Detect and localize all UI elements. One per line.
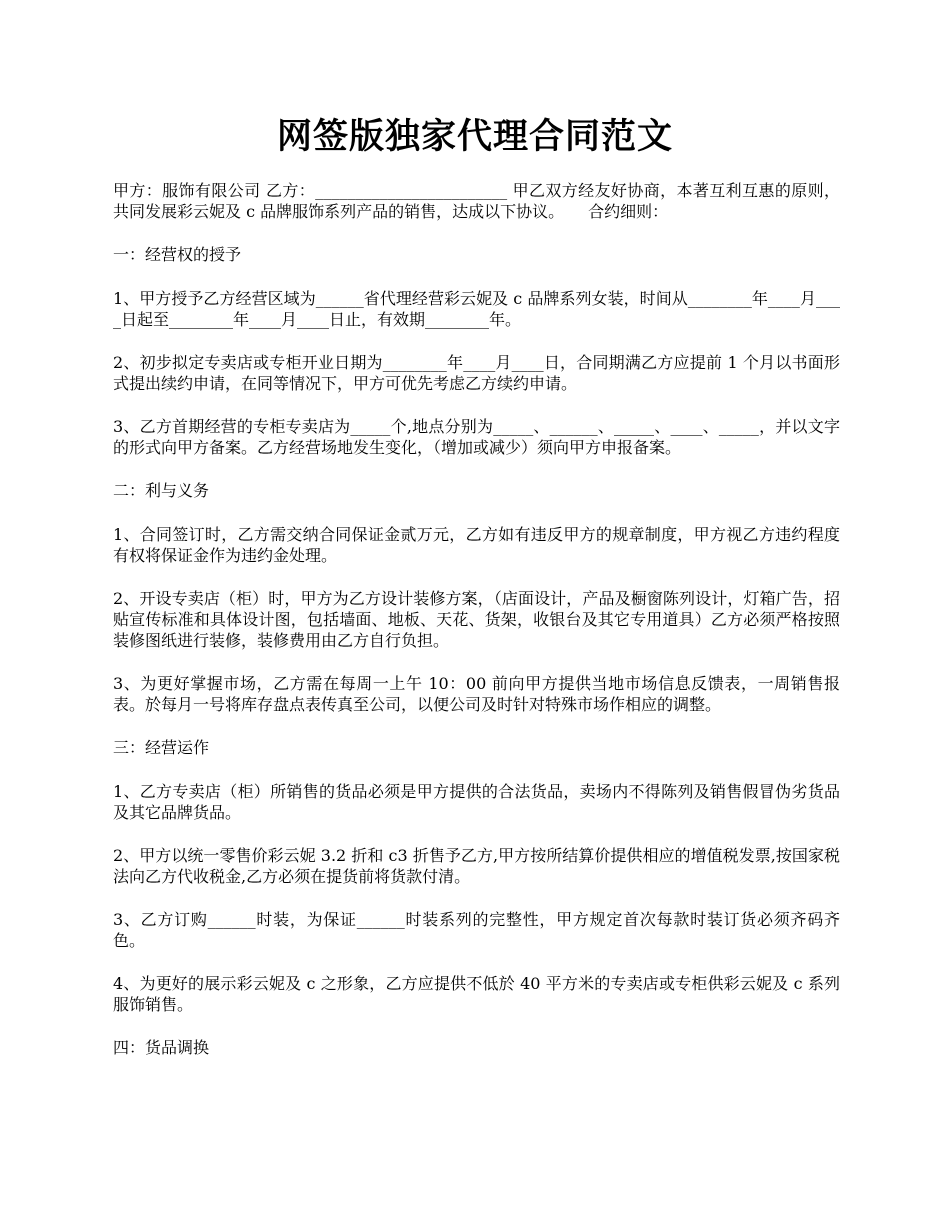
section-heading: 二：利与义务	[113, 481, 210, 500]
section-heading: 三：经营运作	[113, 738, 210, 757]
clause-paragraph: 3、乙方订购______时装，为保证______时装系列的完整性，甲方规定首次每款时装订货必须齐码齐色。	[113, 910, 840, 950]
document-title: 网签版独家代理合同范文	[276, 116, 673, 157]
clause-paragraph: 3、乙方首期经营的专柜专卖店为_____个,地点分别为_____、______、_____、____、_____，并以文字的形式向甲方备案。乙方经营场地发生变化，（增加或减少）须向甲方申报备案。	[113, 417, 840, 457]
clause-paragraph: 1、乙方专卖店（柜）所销售的货品必须是甲方提供的合法货品，卖场内不得陈列及销售假冒伪劣货品及其它品牌货品。	[113, 782, 840, 822]
clause-paragraph: 2、开设专卖店（柜）时，甲方为乙方设计装修方案，（店面设计，产品及橱窗陈列设计，灯箱广告，招贴宣传标准和具体设计图，包括墙面、地板、天花、货架，收银台及其它专用道具）乙方必须严格按照装修图纸进行装修，装修费用由乙方自行负担。	[113, 589, 840, 650]
clause-paragraph: 3、为更好掌握市场，乙方需在每周一上午 10：00 前向甲方提供当地市场信息反馈表，一周销售报表。於每月一号将库存盘点表传真至公司，以便公司及时针对特殊市场作相应的调整。	[113, 674, 840, 714]
section-heading: 四：货品调换	[113, 1038, 210, 1057]
intro-paragraph: 甲方：服饰有限公司 乙方：________________________ 甲乙双方经友好协商，本著互利互惠的原则，共同发展彩云妮及 c 品牌服饰系列产品的销售，达成以下协议。 合约细则：	[113, 181, 840, 221]
clause-paragraph: 4、为更好的展示彩云妮及 c 之形象，乙方应提供不低於 40 平方米的专卖店或专柜供彩云妮及 c 系列服饰销售。	[113, 974, 840, 1014]
clause-paragraph: 1、合同签订时，乙方需交纳合同保证金贰万元，乙方如有违反甲方的规章制度，甲方视乙方违约程度有权将保证金作为违约金处理。	[113, 525, 840, 565]
document-body	[113, 180, 840, 1081]
clause-paragraph: 2、初步拟定专卖店或专柜开业日期为________年____月____日，合同期满乙方应提前 1 个月以书面形式提出续约申请，在同等情况下，甲方可优先考虑乙方续约申请。	[113, 353, 840, 393]
clause-paragraph: 1、甲方授予乙方经营区域为______省代理经营彩云妮及 c 品牌系列女装，时间从________年____月____日起至________年____月____日止，有效期________年。	[113, 289, 840, 329]
clause-paragraph: 2、甲方以统一零售价彩云妮 3.2 折和 c3 折售予乙方,甲方按所结算价提供相应的增值税发票,按国家税法向乙方代收税金,乙方必须在提货前将货款付清。	[113, 846, 840, 886]
section-heading: 一：经营权的授予	[113, 245, 242, 264]
